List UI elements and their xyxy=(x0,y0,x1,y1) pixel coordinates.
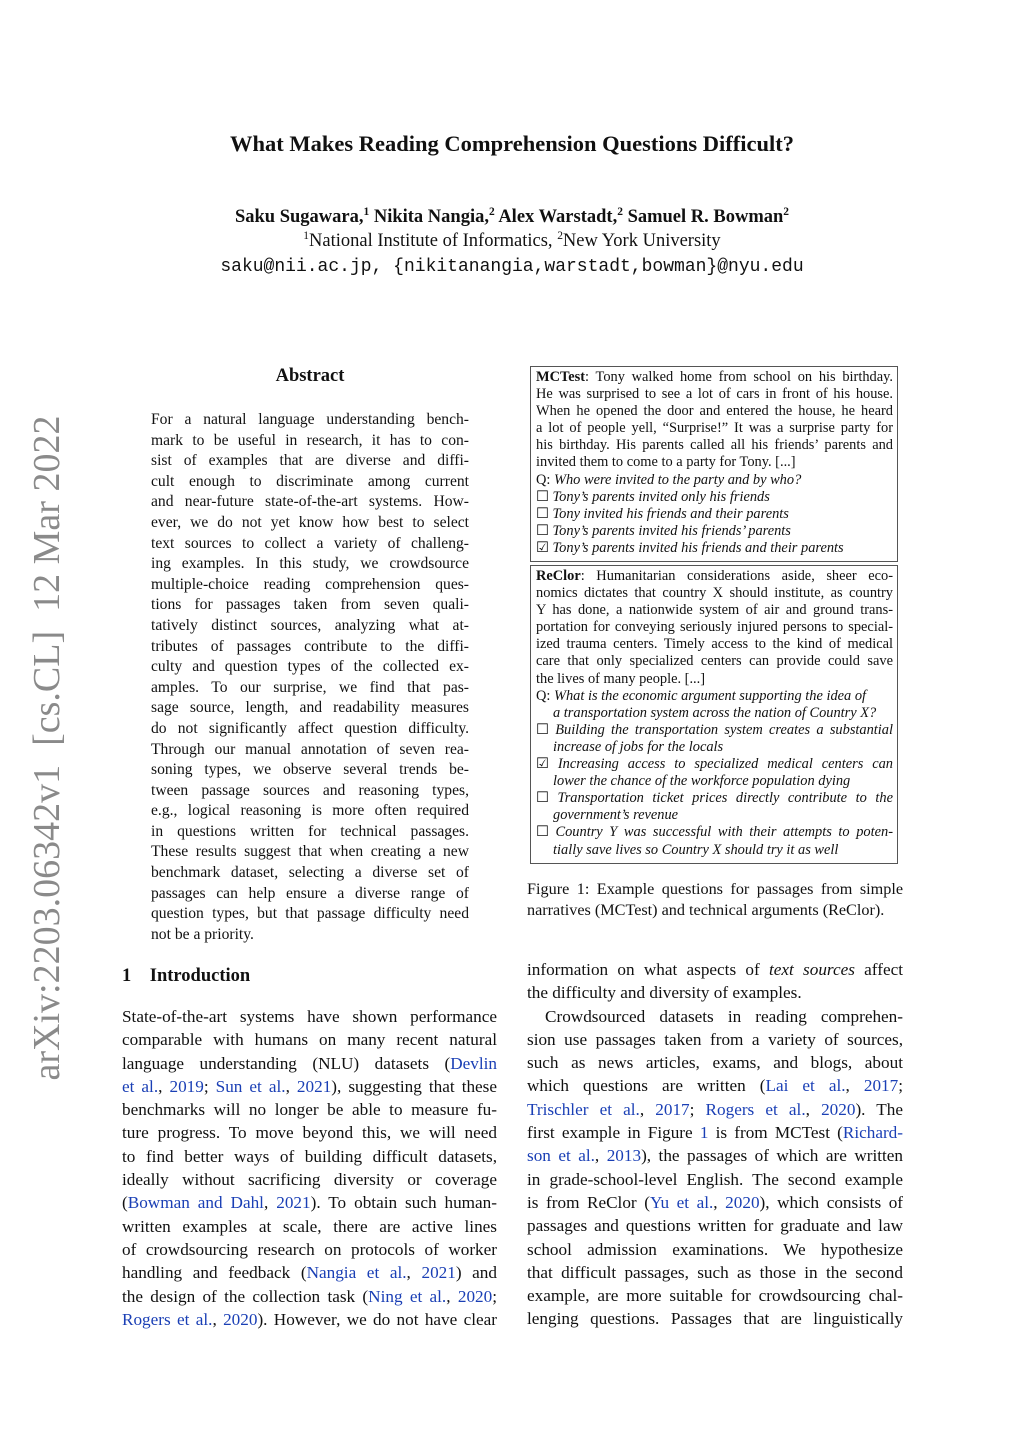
text-line xyxy=(151,760,469,781)
text-span: benchmark dataset, selecting a diverse set of xyxy=(151,864,469,882)
author-emails: saku@nii.ac.jp, {nikitanangia,warstadt,bowman}@nyu.edu xyxy=(220,257,804,277)
text-span: text sources to collect a variety of challeng- xyxy=(151,534,469,552)
text-span: do not significantly affect question difficulty. xyxy=(151,719,469,737)
text-span: ). To obtain such human- xyxy=(310,1193,498,1213)
citation-link[interactable]: Trischler et al. xyxy=(527,1099,640,1119)
text-line xyxy=(536,437,893,454)
text-line xyxy=(151,657,469,678)
text-line xyxy=(536,602,893,619)
text-span: , xyxy=(594,1146,607,1166)
citation-link[interactable]: 2013 xyxy=(606,1146,642,1166)
text-line xyxy=(536,688,893,705)
text-span: the lives of many people. [...] xyxy=(536,670,706,687)
figure-example-mctest xyxy=(530,366,898,562)
text-line xyxy=(536,739,893,756)
citation-link[interactable]: Richard- xyxy=(842,1123,903,1143)
text-line xyxy=(527,1028,903,1051)
text-line xyxy=(151,678,469,699)
italic-text: government’s revenue xyxy=(553,807,679,824)
text-span: affect xyxy=(854,960,903,979)
text-span: These results suggest that when creating a new xyxy=(151,843,469,861)
text-line xyxy=(122,1121,497,1144)
text-line xyxy=(527,1168,903,1191)
text-line xyxy=(122,1238,497,1261)
italic-text: Tony’s parents invited only his friends xyxy=(552,488,770,505)
text-span: ) and xyxy=(455,1263,497,1283)
text-span: , xyxy=(639,1099,656,1119)
text-span: , xyxy=(263,1193,277,1213)
text-span: tatively distinct sources, analyzing what at- xyxy=(151,616,469,634)
text-span: passages can help ensure a diverse range of xyxy=(151,884,469,902)
italic-text: Building the transportation system creates a substantial xyxy=(555,721,894,738)
text-line xyxy=(536,824,893,841)
citation-link[interactable]: 2021 xyxy=(276,1193,311,1213)
text-span: , xyxy=(446,1286,458,1306)
text-line xyxy=(536,653,893,670)
text-line xyxy=(151,719,469,740)
text-line xyxy=(527,1144,903,1167)
text-line xyxy=(536,420,893,437)
text-line xyxy=(151,781,469,802)
text-span: Through our manual annotation of seven rea- xyxy=(151,740,469,758)
text-span: written examples at scale, there are active lines xyxy=(122,1216,497,1236)
text-line xyxy=(527,1005,903,1028)
text-line xyxy=(122,1215,497,1238)
author: Alex Warstadt,$^2$ xyxy=(498,205,623,227)
text-line xyxy=(527,1238,903,1261)
text-line xyxy=(151,575,469,596)
citation-link[interactable]: Yu et al. xyxy=(649,1192,714,1212)
text-span: sion use passages taken from a variety of sources, xyxy=(527,1029,903,1049)
text-line xyxy=(122,1261,497,1284)
text-line xyxy=(536,842,893,859)
text-line xyxy=(122,1285,497,1308)
text-span: , xyxy=(845,1076,864,1096)
text-span: benchmarks will no longer be able to measure fu- xyxy=(122,1100,497,1120)
text-span: ). However, we do not have clear xyxy=(257,1309,497,1329)
paper-title: What Makes Reading Comprehension Questions Difficult? xyxy=(230,131,794,156)
text-line xyxy=(151,904,469,925)
text-span: is from ReClor ( xyxy=(527,1192,650,1212)
italic-text: lower the chance of the workforce population dying xyxy=(553,773,851,790)
text-line xyxy=(151,698,469,719)
italic-text: text sources xyxy=(768,960,855,979)
figure-caption xyxy=(527,879,903,921)
text-line xyxy=(527,900,903,921)
text-line xyxy=(151,740,469,761)
text-span: ☐ xyxy=(536,721,556,738)
text-span: a lot of people yell, “Surprise!” It was a surprise party for xyxy=(536,420,893,437)
affiliations: $^1$National Institute of Informatics, $^2$New York University xyxy=(303,229,721,251)
text-span: language understanding (NLU) datasets ( xyxy=(122,1053,451,1073)
text-span: portation for conveying seriously injured persons to special- xyxy=(536,619,893,636)
section-heading-introduction: 1 Introduction xyxy=(122,966,251,986)
text-span: sist of examples that are diverse and diffi- xyxy=(151,452,469,470)
text-span: ☐ xyxy=(536,488,553,505)
figure-example-reclor xyxy=(530,565,898,864)
text-span: ; xyxy=(203,1076,216,1096)
introduction-left-column xyxy=(122,1005,497,1331)
text-span: ; xyxy=(492,1286,497,1306)
text-span: that difficult passages, such as those in the second xyxy=(527,1262,903,1282)
text-line xyxy=(122,1191,497,1214)
text-span: : Humanitarian considerations aside, sheer eco- xyxy=(580,568,893,584)
text-line xyxy=(151,842,469,863)
text-span: For a natural language understanding bench- xyxy=(151,411,469,428)
text-span: not be a priority. xyxy=(151,925,254,943)
citation-link[interactable]: 2021 xyxy=(421,1263,456,1283)
text-span: ; xyxy=(898,1076,904,1096)
text-line xyxy=(122,1145,497,1168)
text-line xyxy=(151,492,469,513)
text-span: ☐ xyxy=(536,824,556,841)
text-span: handling and feedback ( xyxy=(122,1263,307,1283)
text-span: ), the passages of which are written xyxy=(641,1146,903,1166)
italic-text: increase of jobs for the locals xyxy=(553,738,724,755)
text-span: amples. To our surprise, we find that pas- xyxy=(151,678,469,696)
text-span: : Tony walked home from school on his birthday. xyxy=(585,369,893,385)
citation-link[interactable]: Ning et al. xyxy=(368,1286,447,1306)
text-span: ☑ xyxy=(536,756,558,773)
citation-link[interactable]: 2017 xyxy=(655,1099,690,1119)
citation-link[interactable]: Rogers et al. xyxy=(122,1309,213,1329)
text-span: of crowdsourcing research on protocols of worker xyxy=(122,1239,497,1259)
author: Saku Sugawara,$^1$ xyxy=(234,205,370,227)
citation-link[interactable]: Sun et al. xyxy=(215,1076,286,1096)
text-line xyxy=(122,1168,497,1191)
text-line xyxy=(536,807,893,824)
text-line xyxy=(536,773,893,790)
text-line xyxy=(527,981,903,1004)
bold-label: MCTest xyxy=(536,369,586,385)
text-span: , xyxy=(713,1192,726,1212)
text-line xyxy=(527,1121,903,1144)
text-line xyxy=(527,1191,903,1214)
bold-label: ReClor xyxy=(536,568,581,584)
text-line xyxy=(151,863,469,884)
text-span: culty and question types of the collected ex- xyxy=(151,658,469,676)
text-line xyxy=(527,1307,903,1330)
text-span: , xyxy=(285,1076,297,1096)
abstract-heading: Abstract xyxy=(275,366,345,386)
text-line xyxy=(151,472,469,493)
text-line xyxy=(536,790,893,807)
italic-text: What is the economic argument supporting the idea of xyxy=(554,687,867,704)
text-span: the design of the collection task ( xyxy=(122,1286,369,1306)
arxiv-stamp: arXiv:2203.06342v1 [cs.CL] 12 Mar 2022 xyxy=(26,415,68,1081)
text-line xyxy=(536,523,893,540)
text-span: , xyxy=(158,1076,170,1096)
text-span: , xyxy=(406,1263,422,1283)
italic-text: Increasing access to specialized medical centers can xyxy=(557,756,894,773)
text-span: which questions are written ( xyxy=(527,1076,766,1096)
text-line xyxy=(122,1075,497,1098)
text-line xyxy=(151,637,469,658)
text-span: ), suggesting that these xyxy=(331,1076,498,1096)
text-line xyxy=(527,879,903,900)
citation-link[interactable]: Devlin xyxy=(450,1053,497,1073)
text-line xyxy=(527,1284,903,1307)
text-span: ☑ xyxy=(536,539,553,556)
italic-text: Tony invited his friends and their parents xyxy=(552,505,789,522)
text-span: ☐ xyxy=(536,522,553,539)
text-span: narratives (MCTest) and technical arguments (ReClor). xyxy=(527,901,885,919)
text-line xyxy=(527,1214,903,1237)
text-span: passages and questions written for graduate and law xyxy=(527,1216,903,1236)
text-span: ☐ xyxy=(536,790,558,807)
text-span: ( xyxy=(122,1193,128,1213)
text-line xyxy=(536,369,893,386)
text-span: Q: xyxy=(536,471,554,488)
text-line xyxy=(151,884,469,905)
text-line xyxy=(122,1028,497,1051)
text-span: in questions written for technical passages. xyxy=(151,822,469,840)
text-span: such as news articles, exams, and blogs, about xyxy=(527,1053,903,1073)
italic-text: Tony’s parents invited his friends and their parents xyxy=(552,539,844,556)
text-line xyxy=(151,513,469,534)
text-span: ideally without sacrificing diversity or coverage xyxy=(122,1170,497,1190)
citation-link[interactable]: Nangia et al. xyxy=(306,1263,407,1283)
text-span: information on what aspects of xyxy=(527,960,769,979)
text-span: example, are more suitable for crowdsourcing chal- xyxy=(527,1286,903,1306)
text-line xyxy=(536,636,893,653)
text-line xyxy=(536,756,893,773)
citation-link[interactable]: 2019 xyxy=(169,1076,204,1096)
text-span: ever, we do not yet know how best to select xyxy=(151,513,469,531)
text-span: ☐ xyxy=(536,505,553,522)
text-line xyxy=(527,1261,903,1284)
text-span: ing examples. In this study, we crowdsource xyxy=(151,555,469,573)
text-span: in grade-school-level English. The second example xyxy=(527,1169,903,1189)
text-span: is from MCTest ( xyxy=(708,1123,843,1143)
citation-link[interactable]: 2021 xyxy=(296,1076,332,1096)
text-line xyxy=(122,1005,497,1028)
text-span: care that only specialized centers can provide could save xyxy=(536,653,893,670)
italic-text: Tony’s parents invited his friends’ parents xyxy=(552,522,791,539)
text-line xyxy=(151,410,469,431)
text-span: sage source, length, and readability measures xyxy=(151,699,469,717)
text-line xyxy=(151,431,469,452)
text-span: State-of-the-art systems have shown performance xyxy=(122,1007,497,1026)
text-span: cult enough to discriminate among current xyxy=(151,472,469,490)
text-span: first example in Figure xyxy=(527,1123,700,1143)
citation-link[interactable]: 2020 xyxy=(223,1309,258,1329)
text-span: Figure 1: Example questions for passages from simple xyxy=(527,880,903,898)
text-line xyxy=(122,1098,497,1121)
citation-link[interactable]: 2020 xyxy=(725,1192,760,1212)
italic-text: Who were invited to the party and by who? xyxy=(554,471,802,488)
citation-link[interactable]: Lai et al. xyxy=(765,1076,846,1096)
text-span: and near-future state-of-the-art systems. How- xyxy=(151,493,469,511)
citation-link[interactable]: Rogers et al. xyxy=(705,1099,806,1119)
text-span: to find better ways of building difficult datasets, xyxy=(122,1146,497,1166)
text-span: comparable with humans on many recent natural xyxy=(122,1030,497,1050)
text-span: , xyxy=(805,1099,822,1119)
text-line xyxy=(536,472,893,489)
citation-link[interactable]: 1 xyxy=(699,1123,709,1143)
text-line xyxy=(536,619,893,636)
text-span: e.g., logical reasoning is more often required xyxy=(151,802,469,820)
text-line xyxy=(536,722,893,739)
text-span: He was surprised to see a lot of cars in front of his house. xyxy=(536,386,893,403)
citation-link[interactable]: 2020 xyxy=(821,1099,856,1119)
text-span: nomics dictates that country X should institute, as country xyxy=(536,585,893,602)
text-line xyxy=(536,506,893,523)
text-span: Crowdsourced datasets in reading comprehen- xyxy=(545,1006,903,1026)
text-line xyxy=(536,585,893,602)
text-line xyxy=(527,1074,903,1097)
text-line xyxy=(527,1051,903,1074)
italic-text: Transportation ticket prices directly contribute to the xyxy=(557,790,894,807)
author: Nikita Nangia,$^2$ xyxy=(373,205,495,227)
author-list xyxy=(0,207,1024,228)
text-line xyxy=(122,1308,497,1331)
text-span: lenging questions. Passages that are linguistically xyxy=(527,1309,903,1329)
italic-text: Country Y was successful with their attempts to poten- xyxy=(555,824,894,841)
citation-link[interactable]: 2020 xyxy=(457,1286,493,1306)
text-line xyxy=(536,568,893,585)
text-span: Y has done, a nationwide system of air and ground trans- xyxy=(536,602,893,619)
text-line xyxy=(536,705,893,722)
text-span: ized trauma centers. Timely access to the kind of medical xyxy=(536,636,893,653)
text-span: Q: xyxy=(536,687,554,704)
text-span: the difficulty and diversity of examples. xyxy=(527,983,802,1003)
text-span: tributes of passages contribute to the diffi- xyxy=(151,637,469,655)
text-span: school admission examinations. We hypothesize xyxy=(527,1239,903,1259)
text-line xyxy=(151,534,469,555)
text-line xyxy=(536,489,893,506)
text-span: question types, but that passage difficulty need xyxy=(151,905,469,923)
text-line xyxy=(151,801,469,822)
text-span: ; xyxy=(689,1099,706,1119)
text-span: tions for passages taken from seven quali- xyxy=(151,596,469,614)
text-span: When he opened the door and entered the house, he heard xyxy=(536,403,893,420)
text-line xyxy=(151,616,469,637)
author: Samuel R. Bowman$^2$ xyxy=(627,205,790,227)
abstract-body xyxy=(151,410,469,945)
text-line xyxy=(151,451,469,472)
text-span: ture progress. To move beyond this, we will need xyxy=(122,1123,497,1143)
text-line xyxy=(151,595,469,616)
citation-link[interactable]: son et al. xyxy=(527,1146,595,1166)
text-span: , xyxy=(212,1309,224,1329)
introduction-right-column xyxy=(527,958,903,1331)
text-line xyxy=(151,822,469,843)
citation-link[interactable]: et al. xyxy=(122,1076,159,1096)
text-line xyxy=(536,540,893,557)
text-line xyxy=(151,554,469,575)
text-span: ), which consists of xyxy=(759,1192,904,1212)
text-line xyxy=(527,1098,903,1121)
text-line xyxy=(536,386,893,403)
text-line xyxy=(122,1052,497,1075)
text-span: multiple-choice reading comprehension ques- xyxy=(151,575,469,593)
italic-text: a transportation system across the nation of Country X? xyxy=(553,704,877,721)
text-line xyxy=(527,958,903,981)
citation-link[interactable]: 2017 xyxy=(863,1076,899,1096)
text-span: soning types, we observe several trends be- xyxy=(151,761,469,779)
text-span: his birthday. His parents called all his friends’ parents and xyxy=(536,437,893,454)
text-span: tween passage sources and reasoning types, xyxy=(151,781,469,799)
text-line xyxy=(536,454,893,471)
text-span: mark to be useful in research, it has to con- xyxy=(151,431,469,449)
text-span: invited them to come to a party for Tony. [...] xyxy=(536,454,796,471)
text-line xyxy=(536,671,893,688)
text-line xyxy=(151,925,469,946)
citation-link[interactable]: Bowman and Dahl xyxy=(127,1193,264,1213)
text-line xyxy=(536,403,893,420)
italic-text: tially save lives so Country X should try it as well xyxy=(553,841,839,858)
text-span: ). The xyxy=(855,1099,904,1119)
